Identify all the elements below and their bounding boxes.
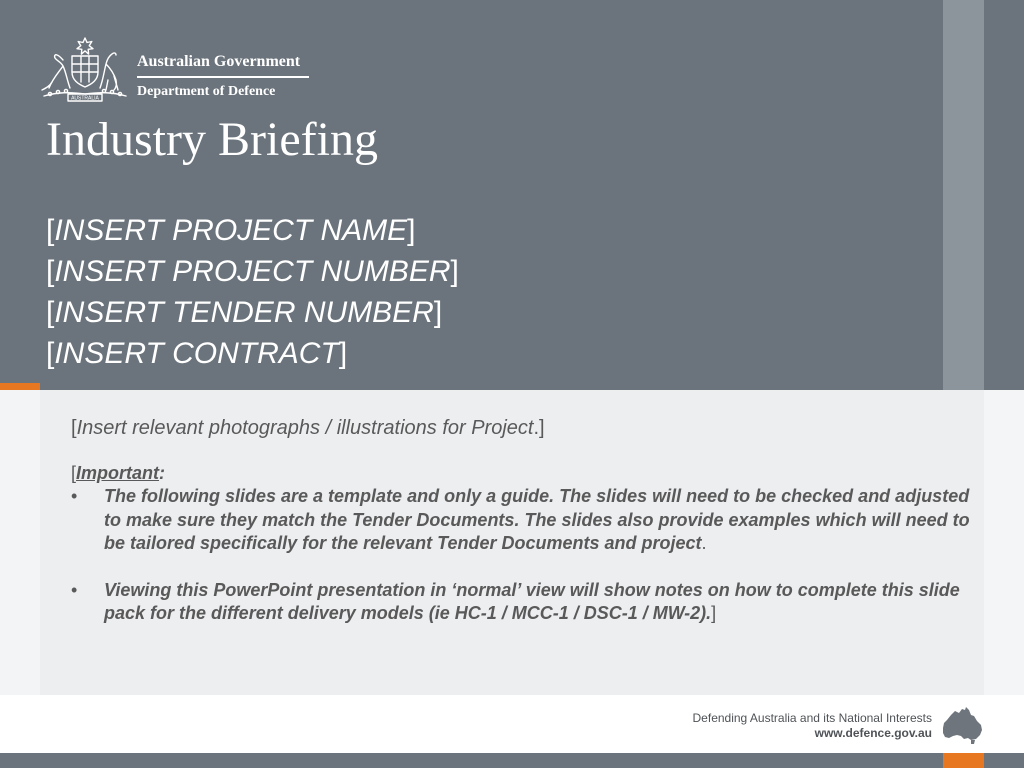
bullet-trail: . — [701, 533, 707, 553]
placeholder-project-number — [46, 251, 459, 292]
placeholder-text: INSERT TENDER NUMBER — [54, 296, 434, 329]
bullet-trail: ] — [711, 603, 717, 623]
bracket-close: ] — [433, 296, 443, 329]
bracket-close: ] — [407, 214, 416, 247]
website-link[interactable]: www.defence.gov.au — [814, 726, 932, 740]
important-colon: : — [159, 463, 166, 483]
bullet-icon: • — [71, 486, 78, 506]
bracket-open: [ — [71, 463, 77, 483]
government-logo — [38, 36, 318, 104]
department-name: Department of Defence — [137, 84, 276, 99]
bullet-text: Viewing this PowerPoint presentation in ‘normal’ view will show notes on how to complete this slide pack for the different delivery models (ie HC-1 / MCC-1 / DSC-1 / MW-2). — [104, 579, 960, 623]
placeholder-text: INSERT PROJECT NUMBER — [54, 255, 451, 288]
placeholder-text: INSERT CONTRACT — [54, 337, 339, 370]
placeholder-text: INSERT PROJECT NAME — [54, 214, 408, 247]
bottom-bar — [0, 753, 1024, 768]
bracket-open: [ — [46, 337, 55, 370]
photo-instruction — [71, 414, 976, 442]
bullet-icon: • — [71, 579, 78, 600]
placeholder-list — [46, 210, 459, 374]
body-edge-right — [984, 390, 1024, 695]
important-heading — [71, 462, 976, 485]
placeholder-tender-number — [46, 292, 459, 333]
crest-motto: AUSTRALIA — [71, 95, 99, 102]
list-item — [71, 579, 976, 626]
accent-stripe — [943, 0, 984, 390]
photo-instruction-text: Insert relevant photographs / illustrations for Project — [76, 417, 534, 439]
orange-accent-bottom — [943, 753, 984, 768]
important-label: Important — [76, 463, 160, 483]
bullet-text: The following slides are a template and only a guide. The slides will need to be checked and adjusted to make sure they match the Tender Documents. The slides also provide examples which will need to be tailored specifically for the relevant Tender Documents and project — [104, 486, 970, 553]
placeholder-contract — [46, 333, 459, 374]
placeholder-project-name — [46, 210, 459, 251]
government-name: Australian Government — [137, 53, 301, 70]
commonwealth-coat-of-arms-icon — [38, 36, 132, 102]
bracket-close: .] — [533, 417, 545, 439]
footer-tagline — [693, 711, 932, 741]
bracket-open: [ — [71, 417, 77, 439]
bracket-open: [ — [46, 296, 55, 329]
bracket-open: [ — [46, 255, 55, 288]
bracket-close: ] — [338, 337, 348, 370]
bracket-open: [ — [46, 214, 55, 247]
government-wordmark — [137, 52, 309, 100]
orange-accent-left — [0, 383, 40, 390]
important-bullets — [71, 485, 976, 626]
tagline-text: Defending Australia and its National Interests — [692, 711, 932, 725]
australia-map-icon — [941, 705, 985, 745]
content-area — [71, 414, 976, 626]
wordmark-rule — [137, 76, 309, 78]
bracket-close: ] — [450, 255, 459, 288]
list-item — [71, 485, 976, 556]
slide-title: Industry Briefing — [46, 113, 378, 166]
